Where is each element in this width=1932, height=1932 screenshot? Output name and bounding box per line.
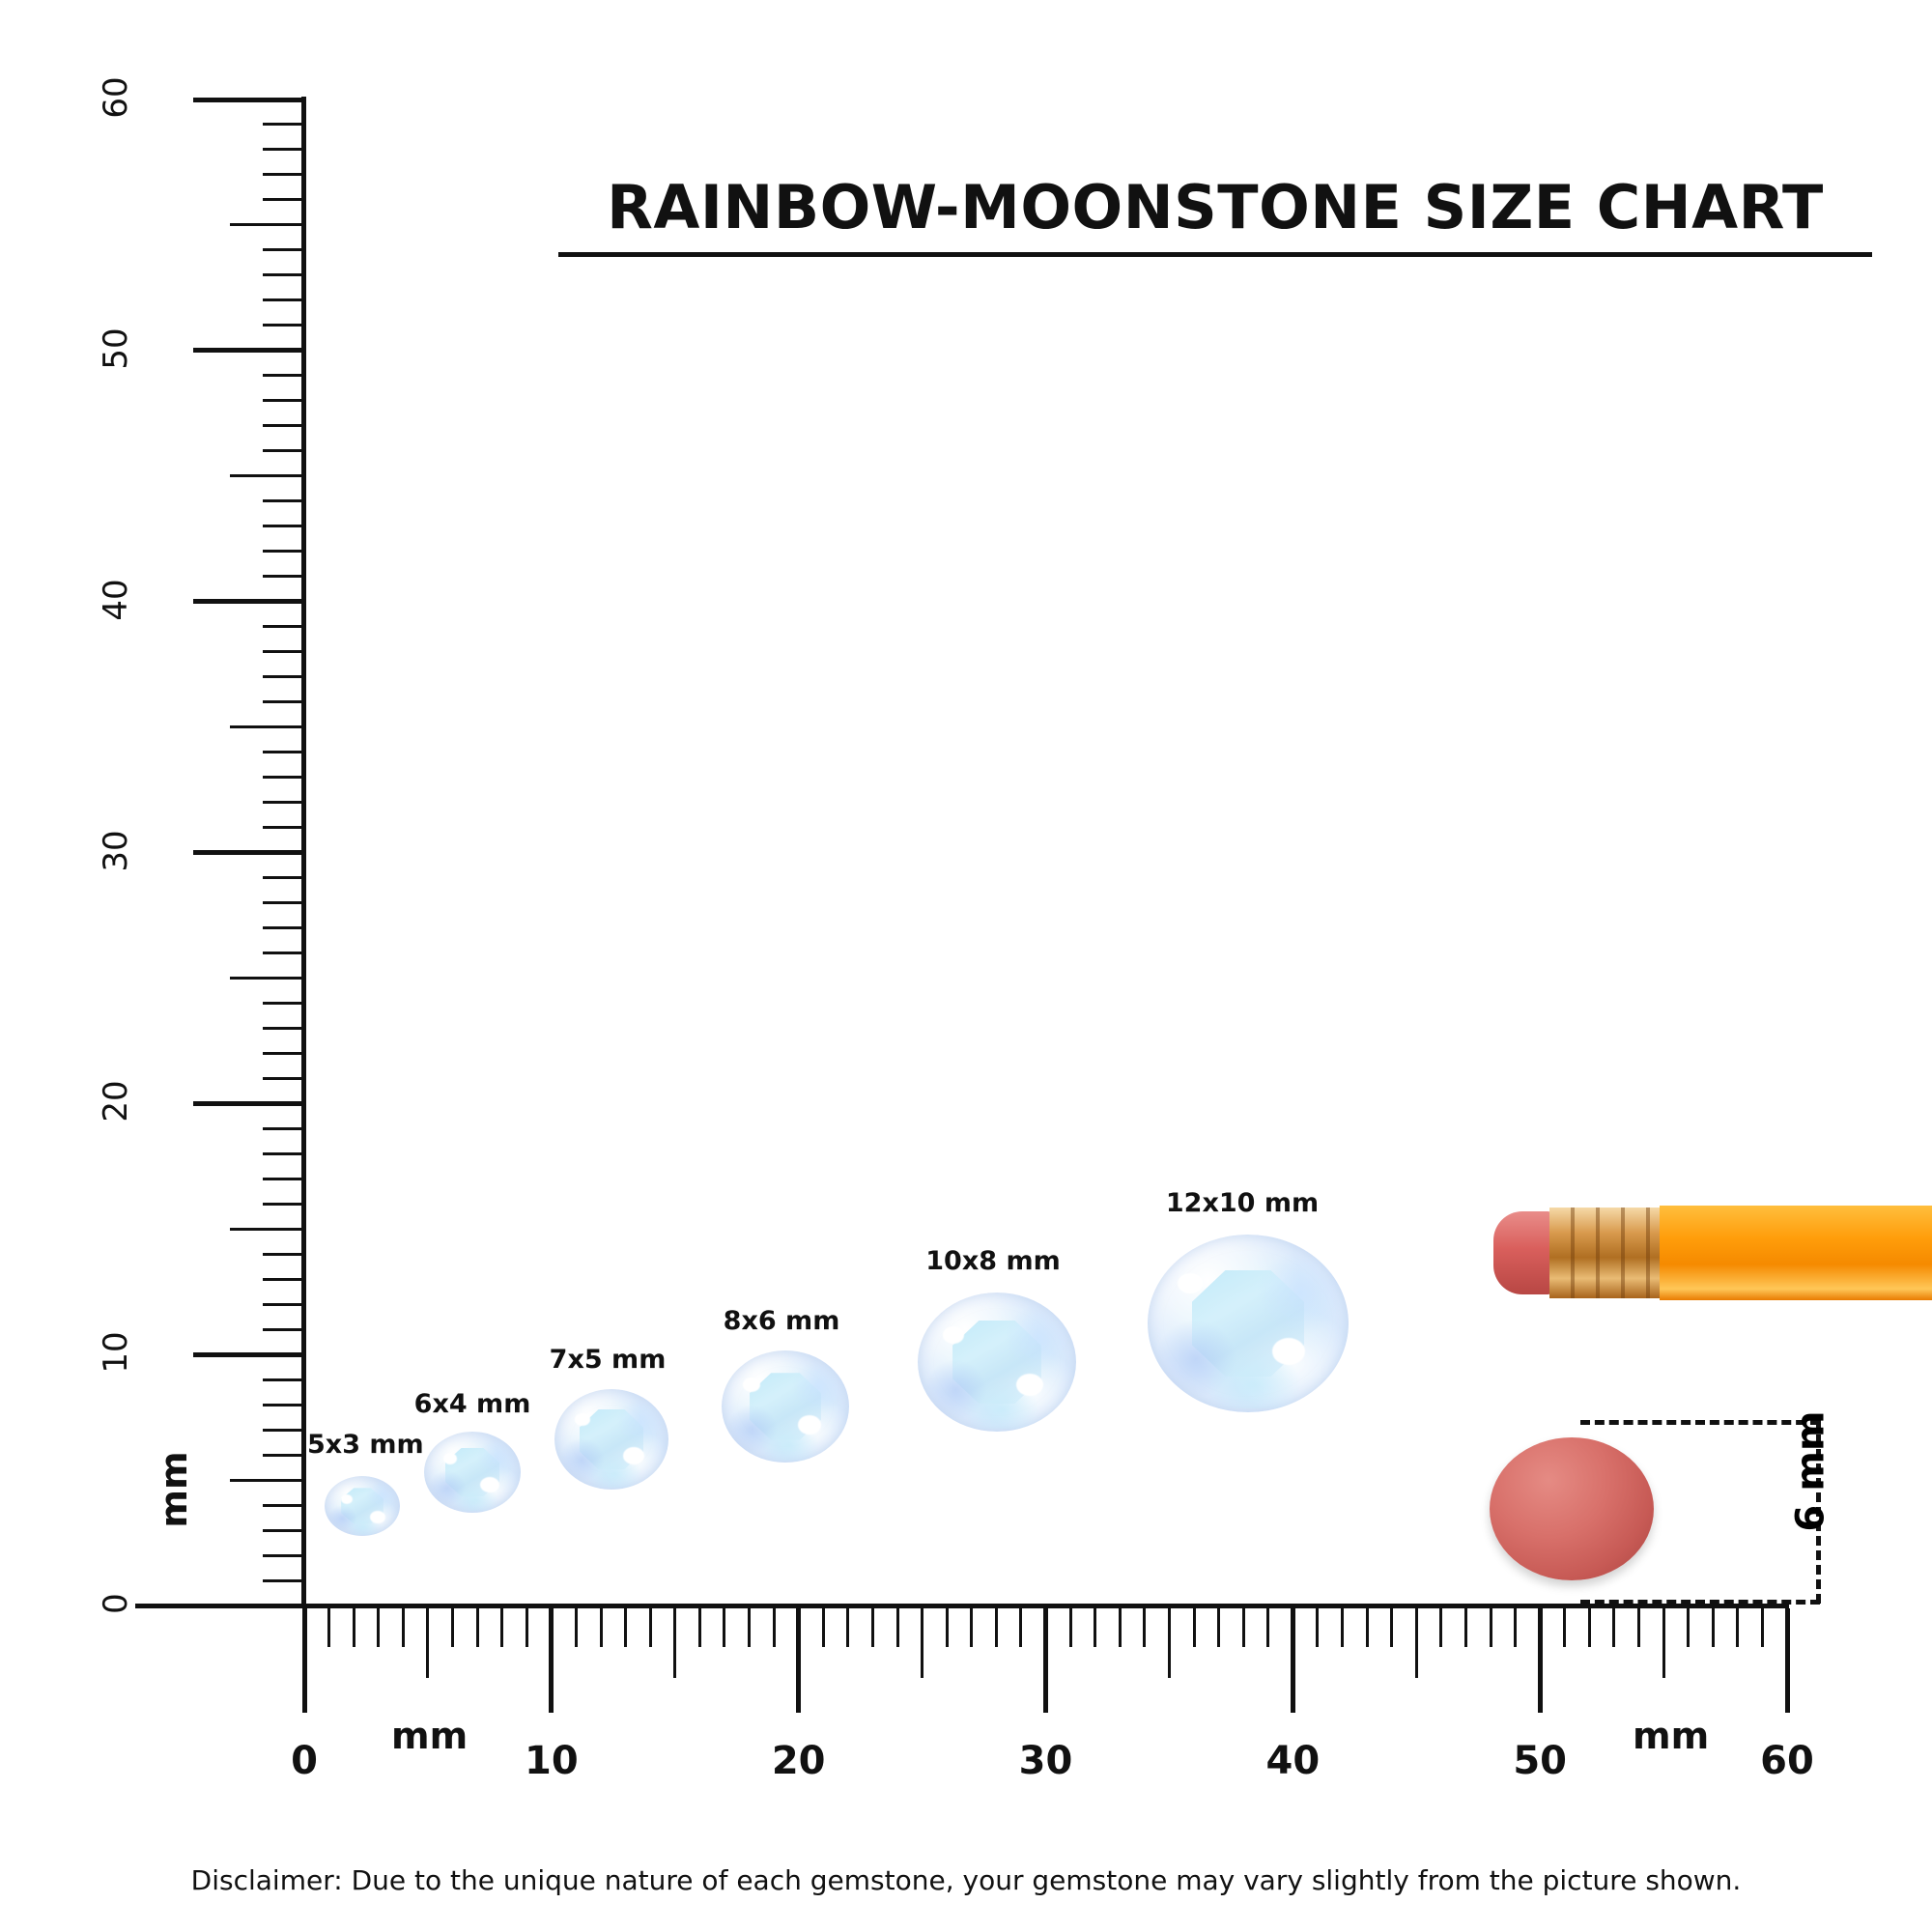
horizontal-tick-3 [377,1608,380,1647]
horizontal-tick-15 [673,1608,676,1678]
vertical-label-50: 50 [97,327,135,370]
horizontal-tick-49 [1514,1608,1517,1647]
vertical-tick-27 [263,926,301,929]
vertical-tick-17 [263,1178,301,1180]
horizontal-tick-24 [896,1608,899,1647]
vertical-tick-12 [263,1303,301,1306]
horizontal-tick-28 [995,1608,998,1647]
horizontal-tick-5 [426,1608,429,1678]
vertical-tick-58 [263,148,301,151]
horizontal-label-20: 20 [771,1739,826,1783]
horizontal-tick-51 [1563,1608,1566,1647]
vertical-tick-60 [193,98,301,102]
horizontal-tick-7 [476,1608,479,1647]
horizontal-tick-50 [1538,1608,1543,1713]
vertical-tick-49 [263,374,301,377]
horizontal-tick-18 [748,1608,751,1647]
horizontal-tick-48 [1490,1608,1492,1647]
vertical-tick-11 [263,1328,301,1331]
vertical-label-0: 0 [97,1593,135,1614]
vertical-tick-31 [263,826,301,829]
vertical-tick-33 [263,776,301,779]
vertical-tick-57 [263,173,301,176]
horizontal-label-0: 0 [291,1739,318,1783]
pencil-ferrule [1549,1208,1663,1298]
measure-line-top [1580,1420,1820,1425]
vertical-tick-15 [230,1228,301,1231]
vertical-tick-16 [263,1203,301,1206]
horizontal-tick-19 [773,1608,776,1647]
horizontal-tick-56 [1687,1608,1690,1647]
vertical-tick-22 [263,1052,301,1055]
vertical-tick-43 [263,525,301,527]
vertical-ruler-unit-label: mm [153,1451,195,1528]
horizontal-tick-46 [1439,1608,1442,1647]
horizontal-tick-47 [1464,1608,1467,1647]
vertical-tick-25 [230,977,301,980]
vertical-tick-14 [263,1253,301,1256]
disclaimer-text: Disclaimer: Due to the unique nature of each gemstone, your gemstone may vary slightly from the picture shown. [190,1864,1742,1896]
horizontal-tick-60 [1785,1608,1790,1713]
gem-label: 5x3 mm [307,1430,424,1460]
vertical-tick-37 [263,675,301,678]
horizontal-tick-2 [353,1608,355,1647]
horizontal-tick-26 [946,1608,949,1647]
horizontal-tick-43 [1366,1608,1369,1647]
horizontal-tick-44 [1390,1608,1393,1647]
gem-shape [325,1476,400,1536]
gem-label: 7x5 mm [549,1345,667,1375]
horizontal-tick-41 [1316,1608,1319,1647]
vertical-tick-54 [263,248,301,251]
horizontal-tick-30 [1043,1608,1048,1713]
horizontal-tick-42 [1341,1608,1344,1647]
gem-shape [722,1350,849,1463]
gem-shape [424,1432,521,1513]
vertical-tick-51 [263,324,301,327]
vertical-label-60: 60 [97,76,135,119]
horizontal-tick-57 [1712,1608,1715,1647]
horizontal-tick-31 [1069,1608,1072,1647]
horizontal-tick-20 [796,1608,801,1713]
horizontal-tick-36 [1193,1608,1196,1647]
pencil-eraser [1493,1211,1553,1294]
horizontal-tick-35 [1168,1608,1171,1678]
horizontal-tick-11 [575,1608,578,1647]
vertical-tick-56 [263,198,301,201]
horizontal-tick-34 [1143,1608,1146,1647]
horizontal-tick-0 [302,1608,307,1713]
vertical-tick-7 [263,1429,301,1432]
horizontal-label-10: 10 [524,1739,579,1783]
vertical-tick-30 [193,850,301,855]
measure-line-bottom [1580,1600,1820,1605]
gem-shape [918,1293,1076,1432]
vertical-tick-45 [230,474,301,477]
horizontal-label-50: 50 [1513,1739,1567,1783]
pencil-body [1660,1206,1932,1300]
horizontal-tick-12 [600,1608,603,1647]
vertical-tick-44 [263,499,301,502]
horizontal-tick-1 [327,1608,330,1647]
horizontal-tick-22 [846,1608,849,1647]
vertical-tick-46 [263,449,301,452]
vertical-tick-29 [263,876,301,879]
horizontal-tick-38 [1242,1608,1245,1647]
gem-label: 10x8 mm [925,1246,1061,1276]
vertical-label-40: 40 [97,579,135,621]
gem-shape [554,1389,668,1490]
vertical-tick-13 [263,1278,301,1281]
horizontal-tick-9 [526,1608,528,1647]
horizontal-tick-40 [1291,1608,1295,1713]
vertical-tick-59 [263,123,301,126]
vertical-tick-40 [193,599,301,604]
vertical-tick-39 [263,625,301,628]
horizontal-label-30: 30 [1018,1739,1073,1783]
horizontal-tick-17 [723,1608,725,1647]
vertical-tick-4 [263,1504,301,1507]
horizontal-tick-55 [1662,1608,1665,1678]
vertical-tick-52 [263,298,301,301]
gem-label: 6x4 mm [413,1389,531,1419]
vertical-tick-53 [263,273,301,276]
vertical-tick-5 [230,1479,301,1482]
vertical-label-10: 10 [97,1331,135,1374]
vertical-tick-19 [263,1127,301,1130]
horizontal-tick-6 [451,1608,454,1647]
pencil-illustration [1493,1198,1932,1309]
vertical-tick-8 [263,1404,301,1406]
horizontal-tick-59 [1761,1608,1764,1647]
vertical-tick-35 [230,725,301,728]
gem-shape [1148,1235,1349,1412]
eraser-disc [1490,1437,1654,1580]
horizontal-tick-33 [1119,1608,1122,1647]
vertical-tick-2 [263,1554,301,1557]
horizontal-tick-29 [1019,1608,1022,1647]
vertical-tick-34 [263,751,301,753]
vertical-tick-50 [193,348,301,353]
vertical-tick-20 [193,1101,301,1106]
vertical-tick-24 [263,1002,301,1005]
gem-label: 8x6 mm [723,1306,840,1336]
horizontal-label-40: 40 [1265,1739,1321,1783]
vertical-label-30: 30 [97,829,135,872]
horizontal-tick-27 [970,1608,973,1647]
vertical-tick-36 [263,700,301,703]
vertical-tick-28 [263,901,301,904]
horizontal-label-60: 60 [1760,1739,1814,1783]
vertical-tick-47 [263,424,301,427]
gem-label: 12x10 mm [1165,1188,1320,1218]
horizontal-tick-8 [500,1608,503,1647]
vertical-tick-1 [263,1579,301,1582]
horizontal-ruler-unit-label-left: mm [391,1715,469,1757]
vertical-tick-48 [263,399,301,402]
horizontal-tick-53 [1612,1608,1615,1647]
horizontal-tick-13 [624,1608,627,1647]
horizontal-tick-32 [1094,1608,1096,1647]
vertical-tick-10 [193,1352,301,1357]
vertical-tick-41 [263,575,301,578]
vertical-label-20: 20 [97,1080,135,1122]
horizontal-tick-52 [1588,1608,1591,1647]
horizontal-ruler-unit-label-right: mm [1633,1715,1710,1757]
horizontal-tick-21 [822,1608,825,1647]
horizontal-tick-23 [871,1608,874,1647]
vertical-tick-38 [263,650,301,653]
horizontal-tick-16 [698,1608,701,1647]
horizontal-tick-4 [402,1608,405,1647]
horizontal-tick-37 [1217,1608,1220,1647]
vertical-tick-55 [230,223,301,226]
vertical-tick-3 [263,1529,301,1532]
vertical-tick-23 [263,1027,301,1030]
vertical-tick-21 [263,1077,301,1080]
horizontal-tick-39 [1266,1608,1269,1647]
vertical-tick-18 [263,1152,301,1155]
horizontal-tick-10 [549,1608,554,1713]
vertical-tick-42 [263,550,301,553]
page-title: RAINBOW-MOONSTONE SIZE CHART [558,172,1872,257]
vertical-tick-26 [263,952,301,954]
horizontal-tick-58 [1736,1608,1739,1647]
measure-label-6mm: 6 mm [1788,1410,1833,1532]
vertical-tick-32 [263,801,301,804]
horizontal-tick-14 [649,1608,652,1647]
vertical-tick-9 [263,1378,301,1381]
horizontal-tick-45 [1415,1608,1418,1678]
vertical-ruler-axis [301,97,306,1608]
horizontal-tick-54 [1637,1608,1640,1647]
vertical-tick-6 [263,1454,301,1457]
horizontal-tick-25 [921,1608,923,1678]
